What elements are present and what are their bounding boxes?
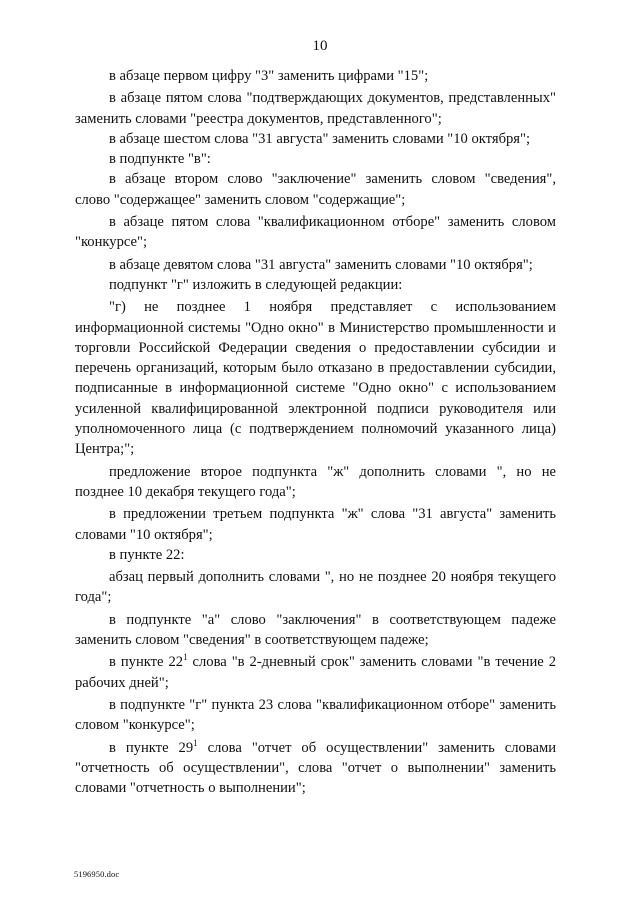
paragraph: в подпункте "в": bbox=[109, 151, 211, 168]
superscript: 1 bbox=[183, 652, 188, 663]
paragraph: в абзаце шестом слова "31 августа" заменить словами "10 октября"; bbox=[109, 130, 531, 147]
paragraph: в пункте 22: bbox=[109, 546, 185, 563]
paragraph: подпункт "г" изложить в следующей редакции: bbox=[109, 276, 403, 293]
page-number: 10 bbox=[312, 38, 328, 54]
paragraph: в абзаце пятом слова "подтверждающих документов, представленных" заменить словами "реестра документов, представленного"; bbox=[75, 90, 556, 127]
paragraph-text: слова "отчет об осуществлении" заменить словами "отчетность об осуществлении", слова "отчет о выполнении" заменить словами "отчетность о выполнении"; bbox=[75, 739, 557, 797]
paragraph bbox=[75, 652, 556, 693]
paragraph: в абзаце втором слово "заключение" заменить словом "сведения", слово "содержащее" заменить словом "содержащие"; bbox=[75, 171, 556, 208]
document-body bbox=[75, 66, 556, 798]
paragraph: в подпункте "а" слово "заключения" в соответствующем падеже заменить словом "сведения" в соответствующем падеже; bbox=[75, 611, 556, 649]
paragraph-text: в пункте 29 bbox=[109, 739, 194, 756]
file-name-footer: 5196950.doc bbox=[74, 869, 120, 879]
paragraph bbox=[75, 738, 556, 799]
paragraph: в абзаце девятом слова "31 августа" заменить словами "10 октября"; bbox=[109, 256, 533, 273]
superscript: 1 bbox=[193, 737, 198, 748]
paragraph: в абзаце первом цифру "3" заменить цифрами "15"; bbox=[109, 68, 429, 84]
paragraph: абзац первый дополнить словами ", но не позднее 20 ноября текущего года"; bbox=[75, 569, 556, 606]
paragraph: предложение второе подпункта "ж" дополнить словами ", но не позднее 10 декабря текущего года"; bbox=[75, 463, 556, 500]
paragraph: в подпункте "г" пункта 23 слова "квалификационном отборе" заменить словом "конкурсе"; bbox=[75, 696, 556, 734]
paragraph-text: в пункте 22 bbox=[109, 654, 184, 671]
paragraph: в абзаце пятом слова "квалификационном отборе" заменить словом "конкурсе"; bbox=[75, 214, 556, 251]
paragraph: в предложении третьем подпункта "ж" слова "31 августа" заменить словами "10 октября"; bbox=[75, 506, 556, 543]
paragraph: "г) не позднее 1 ноября представляет с использованием информационной системы "Одно окно" в Министерство промышленности и торговли Российской Федерации сведения о предоставлении субсидии и перечень организаций, которым было отказано в предоставлении субсидии, подписанные в информационной системе "Одно окно" с использованием усиленной квалифицированной электронной подписи руководителя или уполномоченного лица (с подтверждением полномочий указанного лица) Центра;"; bbox=[75, 299, 556, 458]
paragraph-text: слова "в 2-дневный срок" заменить словами "в течение 2 рабочих дней"; bbox=[75, 654, 557, 691]
